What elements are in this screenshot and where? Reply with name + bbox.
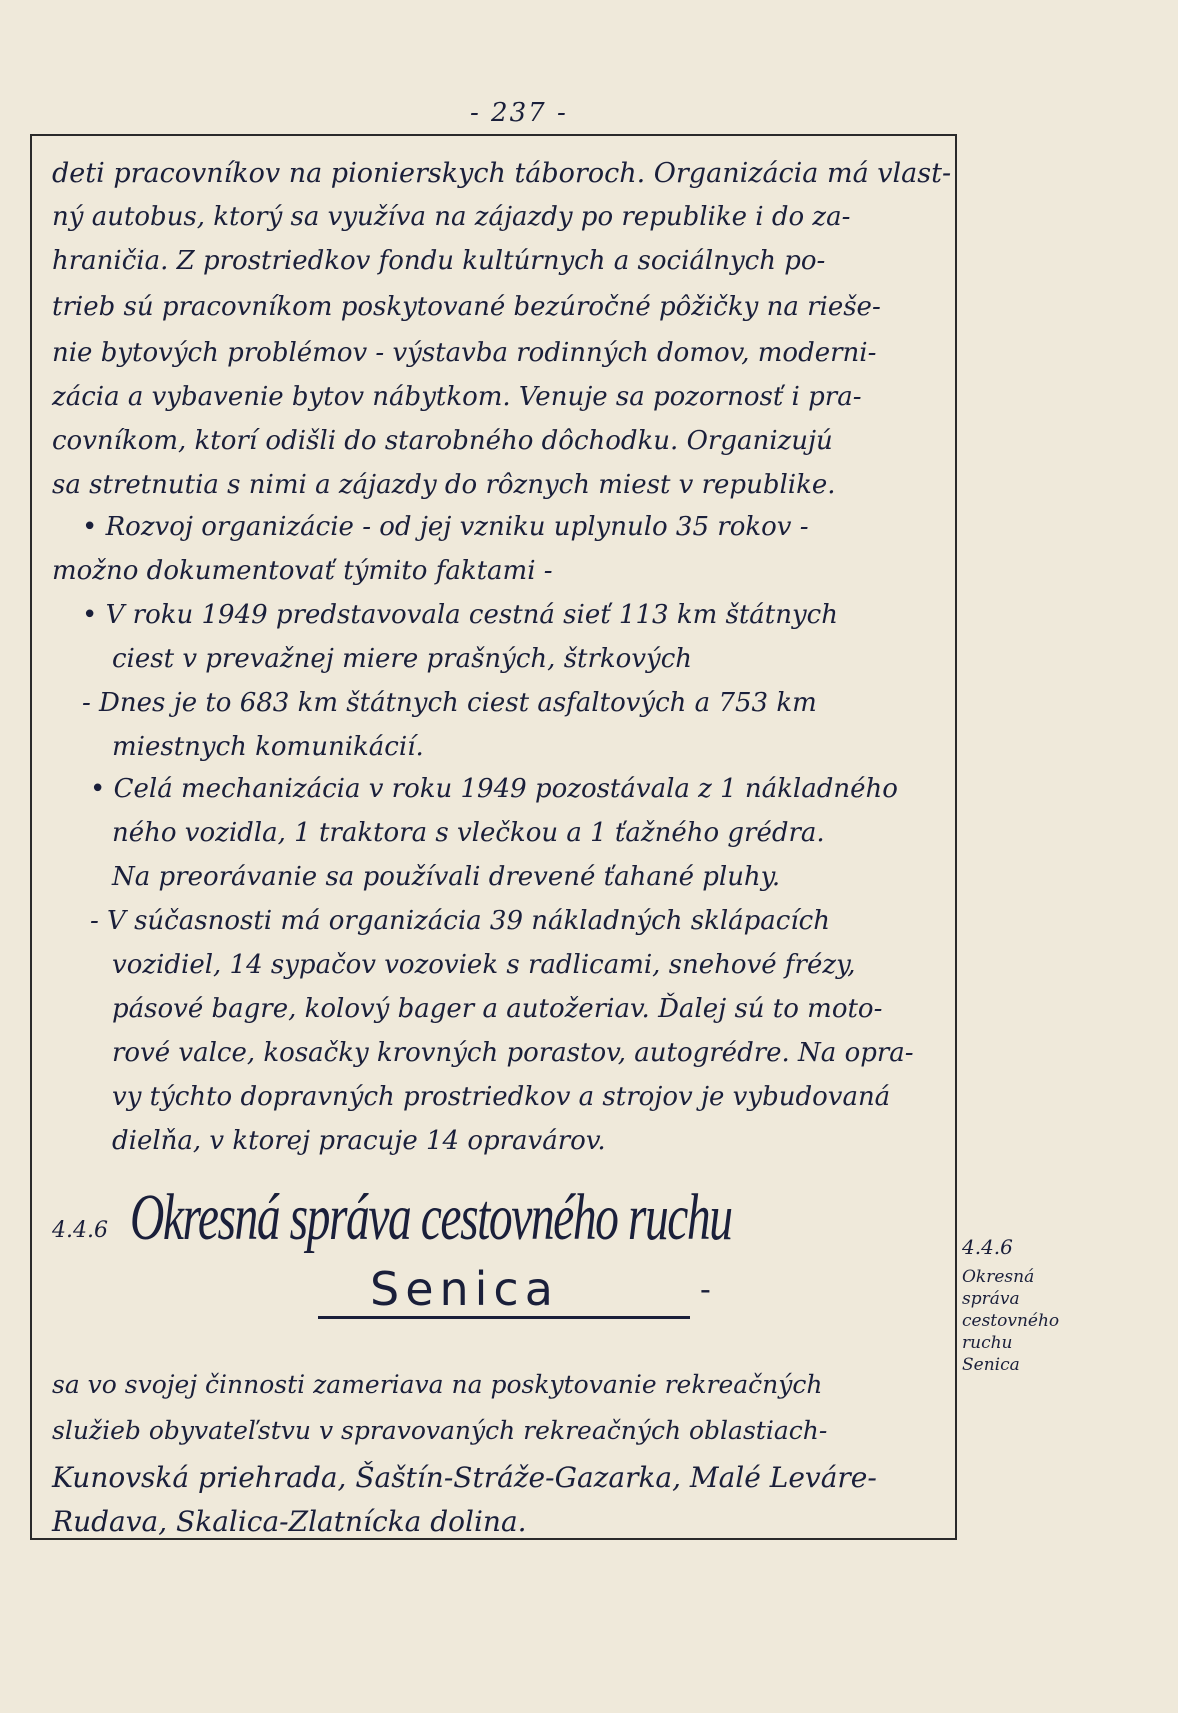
body-line: - V súčasnosti má organizácia 39 nákladných sklápacích <box>90 906 830 936</box>
body-line: trieb sú pracovníkom poskytované bezúročné pôžičky na riešе- <box>52 292 881 322</box>
body-line: zácia a vybavenie bytov nábytkom. Venuje sa pozornosť i pra- <box>52 382 862 412</box>
body-line: • Celá mechanizácia v roku 1949 pozostávala z 1 nákladného <box>90 774 898 804</box>
body-line: ného vozidla, 1 traktora s vlečkou a 1 ťažného grédra. <box>112 818 825 848</box>
body-line: pásové bagre, kolový bager a autožeriav. Ďalej sú to moto- <box>112 994 883 1024</box>
body-line: sa stretnutia s nimi a zájazdy do rôznych miest v republike. <box>52 470 836 500</box>
body-line: vozidiel, 14 sypačov vozoviek s radlicami, snehové frézy, <box>112 950 856 980</box>
body-line: deti pracovníkov na pionierskych táboroch. Organizácia má vlast- <box>52 158 952 189</box>
section-title: Okresná správa cestovného ruchu <box>130 1181 732 1254</box>
section-line: služieb obyvateľstvu v spravovaných rekreačných oblastiach- <box>52 1416 828 1445</box>
section-line: Kunovská priehrada, Šaštín-Stráže-Gazarka, Malé Leváre- <box>52 1461 877 1494</box>
body-line: miestnych komunikácií. <box>112 732 424 762</box>
margin-note-line: Senica <box>962 1355 1020 1375</box>
body-line: vy týchto dopravných prostriedkov a strojov je vybudovaná <box>112 1082 891 1112</box>
margin-note-line: ruchu <box>962 1333 1013 1353</box>
section-subtitle: Senica <box>370 1262 559 1316</box>
body-line: ciest v prevažnej miere prašných, štrkových <box>112 644 693 674</box>
section-dash: - <box>700 1270 711 1308</box>
margin-note-line: 4.4.6 <box>962 1235 1013 1259</box>
body-line: dielňa, v ktorej pracuje 14 opravárov. <box>112 1126 606 1156</box>
body-line: hraničia. Z prostriedkov fondu kultúrnych a sociálnych po- <box>52 246 826 276</box>
margin-note-line: Okresná <box>962 1267 1035 1287</box>
section-number: 4.4.6 <box>52 1218 108 1243</box>
section-line: sa vo svojej činnosti zameriava na poskytovanie rekreačných <box>52 1370 823 1399</box>
section-line: Rudava, Skalica-Zlatnícka dolina. <box>52 1505 527 1538</box>
body-line: - Dnes je to 683 km štátnych ciest asfaltových a 753 km <box>82 688 817 718</box>
subtitle-underline <box>318 1316 690 1319</box>
body-line: ný autobus, ktorý sa využíva na zájazdy po republike i do za- <box>52 202 851 232</box>
margin-note <box>962 1236 1072 1376</box>
body-line: • V roku 1949 predstavovala cestná sieť 113 km štátnych <box>82 600 838 630</box>
body-line: Na preorávanie sa používali drevené ťahané pluhy. <box>112 862 781 892</box>
margin-note-line: správa <box>962 1289 1020 1309</box>
page-number: - 237 - <box>470 98 568 128</box>
body-line: nie bytových problémov - výstavba rodinných domov, moderni- <box>52 338 877 368</box>
body-line: covníkom, ktorí odišli do starobného dôchodku. Organizujú <box>52 426 833 456</box>
body-line: rové valce, kosačky krovných porastov, autogrédre. Na opra- <box>112 1038 914 1068</box>
body-line: • Rozvoj organizácie - od jej vzniku uplynulo 35 rokov - <box>82 512 809 542</box>
margin-note-line: cestovného <box>962 1311 1060 1331</box>
body-line: možno dokumentovať týmito faktami - <box>52 556 553 586</box>
